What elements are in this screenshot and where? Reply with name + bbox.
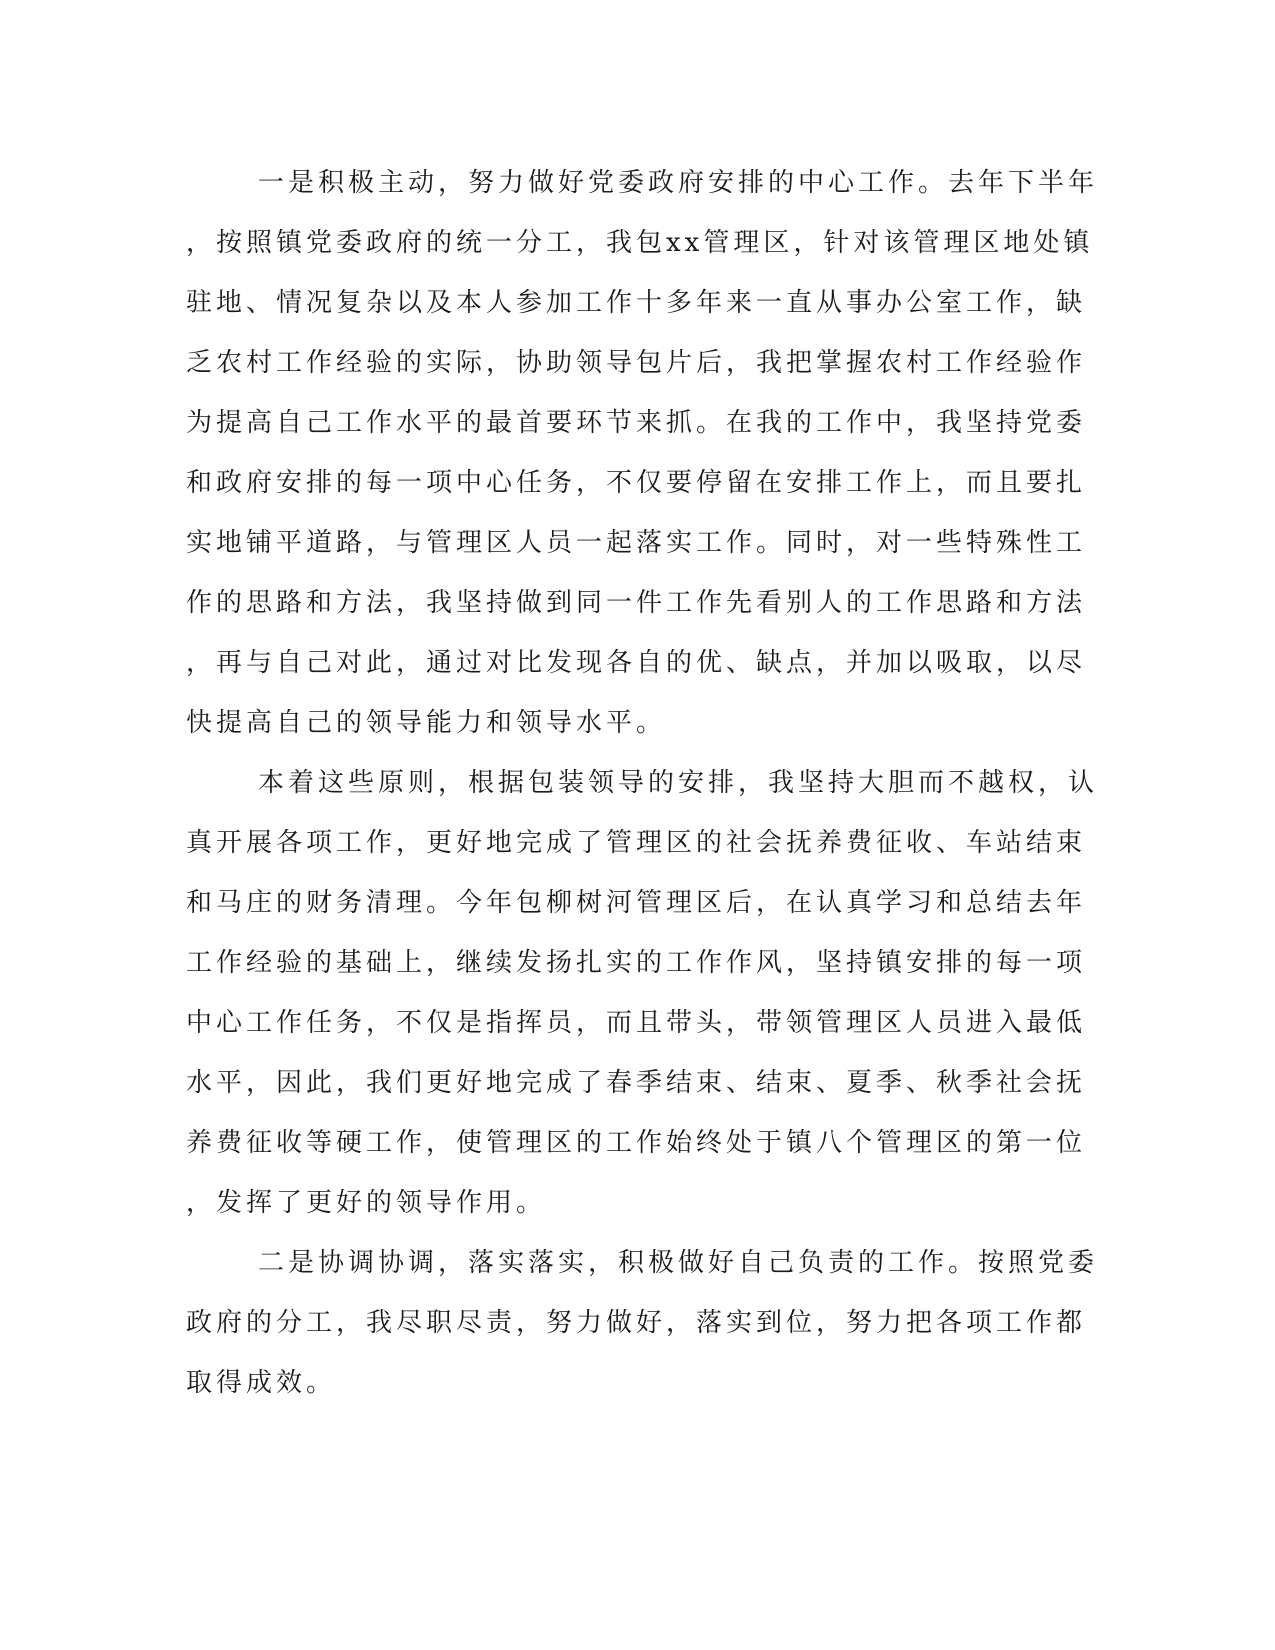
paragraph-line: 实地铺平道路，与管理区人员一起落实工作。同时，对一些特殊性工 (186, 528, 1087, 558)
paragraph-line: 一是积极主动，努力做好党委政府安排的中心工作。去年下半年 (258, 168, 1099, 198)
paragraph-line: 和马庄的财务清理。今年包柳树河管理区后，在认真学习和总结去年 (186, 888, 1087, 918)
paragraph-line: 水平，因此，我们更好地完成了春季结束、结束、夏季、秋季社会抚 (186, 1068, 1087, 1098)
paragraph-line: 本着这些原则，根据包装领导的安排，我坚持大胆而不越权，认 (258, 768, 1099, 798)
paragraph-line: ，按照镇党委政府的统一分工，我包xx管理区，针对该管理区地处镇 (186, 228, 1094, 258)
paragraph-line: 真开展各项工作，更好地完成了管理区的社会抚养费征收、车站结束 (186, 828, 1087, 858)
paragraph-line: 乏农村工作经验的实际，协助领导包片后，我把掌握农村工作经验作 (186, 348, 1087, 378)
paragraph-line: 快提高自己的领导能力和领导水平。 (186, 708, 667, 738)
paragraph-line: 养费征收等硬工作，使管理区的工作始终处于镇八个管理区的第一位 (186, 1128, 1087, 1158)
paragraph-line: 取得成效。 (186, 1368, 337, 1398)
paragraph-line: 为提高自己工作水平的最首要环节来抓。在我的工作中，我坚持党委 (186, 408, 1087, 438)
paragraph-2 (186, 753, 1099, 1233)
paragraph-line: ，发挥了更好的领导作用。 (186, 1188, 547, 1218)
paragraph-line: 政府的分工，我尽职尽责，努力做好，落实到位，努力把各项工作都 (186, 1308, 1087, 1338)
paragraph-1 (186, 153, 1099, 753)
paragraph-line: 和政府安排的每一项中心任务，不仅要停留在安排工作上，而且要扎 (186, 468, 1087, 498)
paragraph-line: 中心工作任务，不仅是指挥员，而且带头，带领管理区人员进入最低 (186, 1008, 1087, 1038)
paragraph-line: 二是协调协调，落实落实，积极做好自己负责的工作。按照党委 (258, 1248, 1099, 1278)
paragraph-line: 工作经验的基础上，继续发扬扎实的工作作风，坚持镇安排的每一项 (186, 948, 1087, 978)
paragraph-line: 驻地、情况复杂以及本人参加工作十多年来一直从事办公室工作，缺 (186, 288, 1087, 318)
paragraph-line: ，再与自己对此，通过对比发现各自的优、缺点，并加以吸取，以尽 (186, 648, 1087, 678)
paragraph-line: 作的思路和方法，我坚持做到同一件工作先看别人的工作思路和方法 (186, 588, 1087, 618)
document-body (186, 153, 1099, 1413)
paragraph-3 (186, 1233, 1099, 1413)
